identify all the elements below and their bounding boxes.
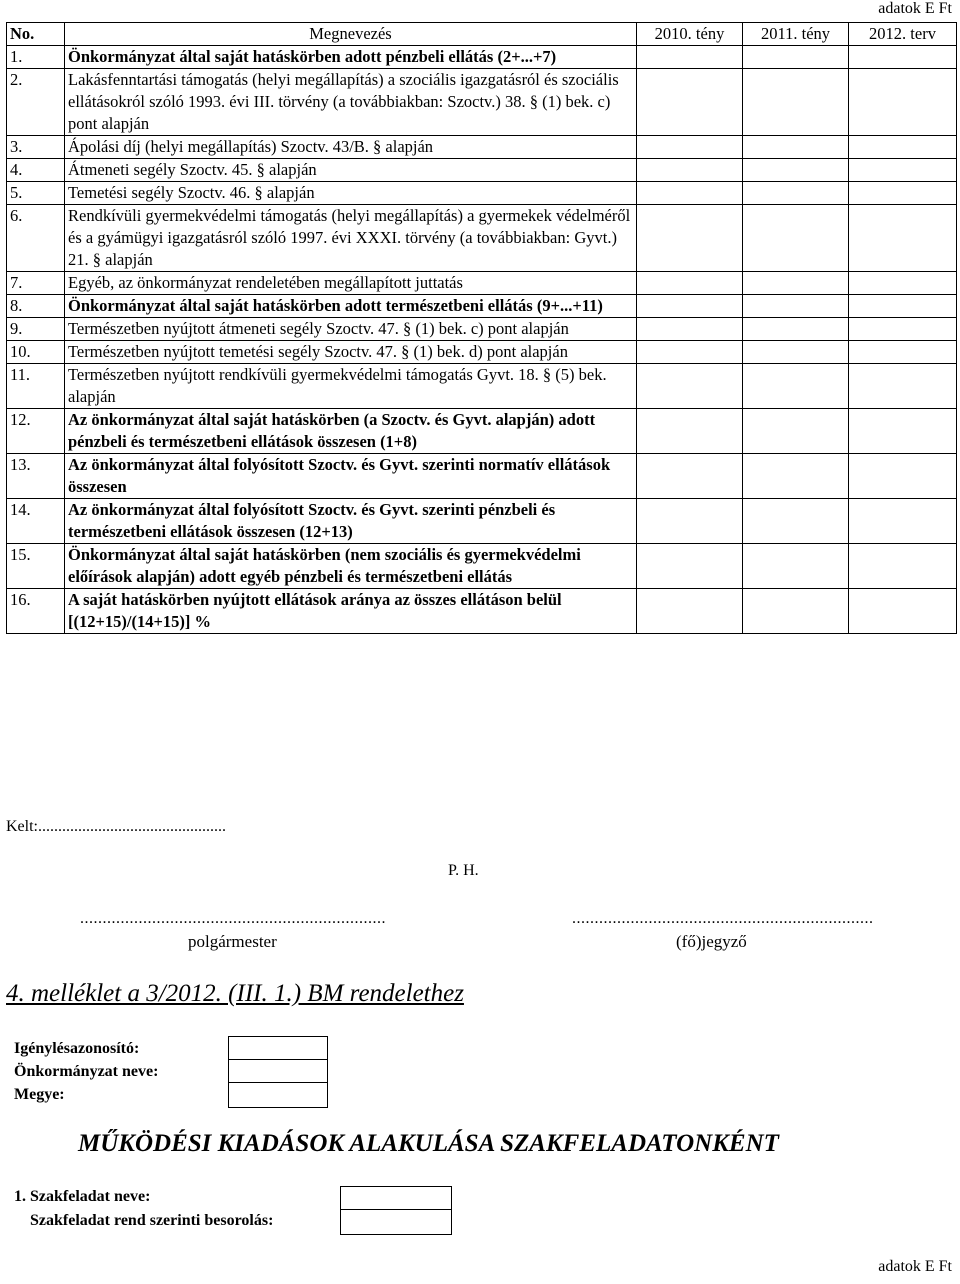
table-row xyxy=(7,182,957,205)
row-description: Az önkormányzat által folyósított Szoctv. és Gyvt. szerinti normatív ellátások összesen xyxy=(65,454,637,499)
task-name-field[interactable] xyxy=(340,1186,452,1210)
value-cell[interactable] xyxy=(743,318,849,341)
value-cell[interactable] xyxy=(637,136,743,159)
value-cell[interactable] xyxy=(637,182,743,205)
table-row xyxy=(7,364,957,409)
row-number: 15. xyxy=(7,544,65,589)
value-cell[interactable] xyxy=(849,589,957,634)
task-classification-field[interactable] xyxy=(340,1209,452,1235)
signature-line-notary: ................................................................... xyxy=(572,910,874,927)
value-cell[interactable] xyxy=(743,589,849,634)
header-2010: 2010. tény xyxy=(637,23,743,46)
row-number: 1. xyxy=(7,46,65,69)
value-cell[interactable] xyxy=(637,544,743,589)
row-description: Lakásfenntartási támogatás (helyi megállapítás) a szociális igazgatásról és szociális ellátásokról szóló 1993. évi III. törvény (a továbbiakban: Szoctv.) 38. § (1) bek. c) pont alapján xyxy=(65,69,637,136)
value-cell[interactable] xyxy=(743,499,849,544)
table-row xyxy=(7,409,957,454)
row-number: 3. xyxy=(7,136,65,159)
value-cell[interactable] xyxy=(849,46,957,69)
row-number: 8. xyxy=(7,295,65,318)
row-description: Ápolási díj (helyi megállapítás) Szoctv. 43/B. § alapján xyxy=(65,136,637,159)
county-field[interactable] xyxy=(228,1082,328,1108)
table-row xyxy=(7,295,957,318)
county-label: Megye: xyxy=(14,1086,65,1103)
value-cell[interactable] xyxy=(743,136,849,159)
value-cell[interactable] xyxy=(849,544,957,589)
value-cell[interactable] xyxy=(637,409,743,454)
value-cell[interactable] xyxy=(743,46,849,69)
value-cell[interactable] xyxy=(637,364,743,409)
row-number: 14. xyxy=(7,499,65,544)
value-cell[interactable] xyxy=(637,159,743,182)
table-row xyxy=(7,341,957,364)
row-number: 2. xyxy=(7,69,65,136)
row-description: Természetben nyújtott átmeneti segély Szoctv. 47. § (1) bek. c) pont alapján xyxy=(65,318,637,341)
value-cell[interactable] xyxy=(849,364,957,409)
value-cell[interactable] xyxy=(637,272,743,295)
value-cell[interactable] xyxy=(849,69,957,136)
row-description: Önkormányzat által saját hatáskörben adott pénzbeli ellátás (2+...+7) xyxy=(65,46,637,69)
table-row xyxy=(7,46,957,69)
signature-label-mayor: polgármester xyxy=(188,932,277,951)
value-cell[interactable] xyxy=(743,454,849,499)
value-cell[interactable] xyxy=(637,295,743,318)
value-cell[interactable] xyxy=(743,341,849,364)
value-cell[interactable] xyxy=(743,544,849,589)
row-description: Temetési segély Szoctv. 46. § alapján xyxy=(65,182,637,205)
row-number: 11. xyxy=(7,364,65,409)
table-row xyxy=(7,69,957,136)
value-cell[interactable] xyxy=(849,159,957,182)
value-cell[interactable] xyxy=(637,69,743,136)
value-cell[interactable] xyxy=(743,159,849,182)
value-cell[interactable] xyxy=(743,69,849,136)
row-number: 12. xyxy=(7,409,65,454)
value-cell[interactable] xyxy=(637,205,743,272)
value-cell[interactable] xyxy=(849,318,957,341)
table-row xyxy=(7,159,957,182)
request-id-field[interactable] xyxy=(228,1036,328,1060)
value-cell[interactable] xyxy=(743,364,849,409)
value-cell[interactable] xyxy=(637,341,743,364)
value-cell[interactable] xyxy=(743,295,849,318)
date-place-line: Kelt:............................................... xyxy=(6,818,226,835)
row-description: Átmeneti segély Szoctv. 45. § alapján xyxy=(65,159,637,182)
value-cell[interactable] xyxy=(849,272,957,295)
row-description: Önkormányzat által saját hatáskörben adott természetbeni ellátás (9+...+11) xyxy=(65,295,637,318)
row-number: 9. xyxy=(7,318,65,341)
table-header-row xyxy=(7,23,957,46)
unit-label: adatok E Ft xyxy=(878,0,952,17)
table-row xyxy=(7,544,957,589)
row-number: 5. xyxy=(7,182,65,205)
table-row xyxy=(7,318,957,341)
row-description: Egyéb, az önkormányzat rendeletében megállapított juttatás xyxy=(65,272,637,295)
table-row xyxy=(7,589,957,634)
row-description: Az önkormányzat által folyósított Szoctv. és Gyvt. szerinti pénzbeli és természetbeni ellátások összesen (12+13) xyxy=(65,499,637,544)
signature-line-mayor: .................................................................... xyxy=(80,910,386,927)
value-cell[interactable] xyxy=(849,205,957,272)
row-number: 4. xyxy=(7,159,65,182)
task-classification-label: Szakfeladat rend szerinti besorolás: xyxy=(30,1212,274,1229)
header-2011: 2011. tény xyxy=(743,23,849,46)
value-cell[interactable] xyxy=(849,295,957,318)
benefits-table xyxy=(6,22,957,634)
row-description: Az önkormányzat által saját hatáskörben (a Szoctv. és Gyvt. alapján) adott pénzbeli és természetbeni ellátások összesen (1+8) xyxy=(65,409,637,454)
row-number: 6. xyxy=(7,205,65,272)
annex-title: 4. melléklet a 3/2012. (III. 1.) BM rendelethez xyxy=(6,980,464,1007)
municipality-name-label: Önkormányzat neve: xyxy=(14,1063,159,1080)
header-2012: 2012. terv xyxy=(849,23,957,46)
value-cell[interactable] xyxy=(743,272,849,295)
value-cell[interactable] xyxy=(849,182,957,205)
table-row xyxy=(7,205,957,272)
value-cell[interactable] xyxy=(743,182,849,205)
row-number: 7. xyxy=(7,272,65,295)
value-cell[interactable] xyxy=(849,409,957,454)
value-cell[interactable] xyxy=(743,205,849,272)
table-row xyxy=(7,136,957,159)
municipality-name-field[interactable] xyxy=(228,1059,328,1083)
value-cell[interactable] xyxy=(849,136,957,159)
request-id-label: Igénylésazonosító: xyxy=(14,1040,140,1057)
value-cell[interactable] xyxy=(637,46,743,69)
value-cell[interactable] xyxy=(849,341,957,364)
row-description: Önkormányzat által saját hatáskörben (nem szociális és gyermekvédelmi előírások alapján) adott egyéb pénzbeli és természetbeni ellátás xyxy=(65,544,637,589)
value-cell[interactable] xyxy=(637,318,743,341)
table-row xyxy=(7,454,957,499)
signature-label-notary: (fő)jegyző xyxy=(676,932,747,951)
table-row xyxy=(7,272,957,295)
header-no: No. xyxy=(7,23,65,46)
row-number: 10. xyxy=(7,341,65,364)
row-description: Természetben nyújtott rendkívüli gyermekvédelmi támogatás Gyvt. 18. § (5) bek. alapján xyxy=(65,364,637,409)
row-description: Természetben nyújtott temetési segély Szoctv. 47. § (1) bek. d) pont alapján xyxy=(65,341,637,364)
value-cell[interactable] xyxy=(849,499,957,544)
value-cell[interactable] xyxy=(743,409,849,454)
value-cell[interactable] xyxy=(637,589,743,634)
section-title: MŰKÖDÉSI KIADÁSOK ALAKULÁSA SZAKFELADATONKÉNT xyxy=(78,1130,779,1157)
row-description: Rendkívüli gyermekvédelmi támogatás (helyi megállapítás) a gyermekek védelméről és a gyámügyi igazgatásról szóló 1997. évi XXXI. törvény (a továbbiakban: Gyvt.) 21. § alapján xyxy=(65,205,637,272)
value-cell[interactable] xyxy=(637,454,743,499)
header-name: Megnevezés xyxy=(65,23,637,46)
value-cell[interactable] xyxy=(637,499,743,544)
unit-label-bottom: adatok E Ft xyxy=(878,1258,952,1275)
stamp-placeholder: P. H. xyxy=(448,862,479,879)
row-number: 13. xyxy=(7,454,65,499)
row-description: A saját hatáskörben nyújtott ellátások aránya az összes ellátáson belül [(12+15)/(14+15)] % xyxy=(65,589,637,634)
task-name-label: 1. Szakfeladat neve: xyxy=(14,1188,151,1205)
value-cell[interactable] xyxy=(849,454,957,499)
table-row xyxy=(7,499,957,544)
row-number: 16. xyxy=(7,589,65,634)
